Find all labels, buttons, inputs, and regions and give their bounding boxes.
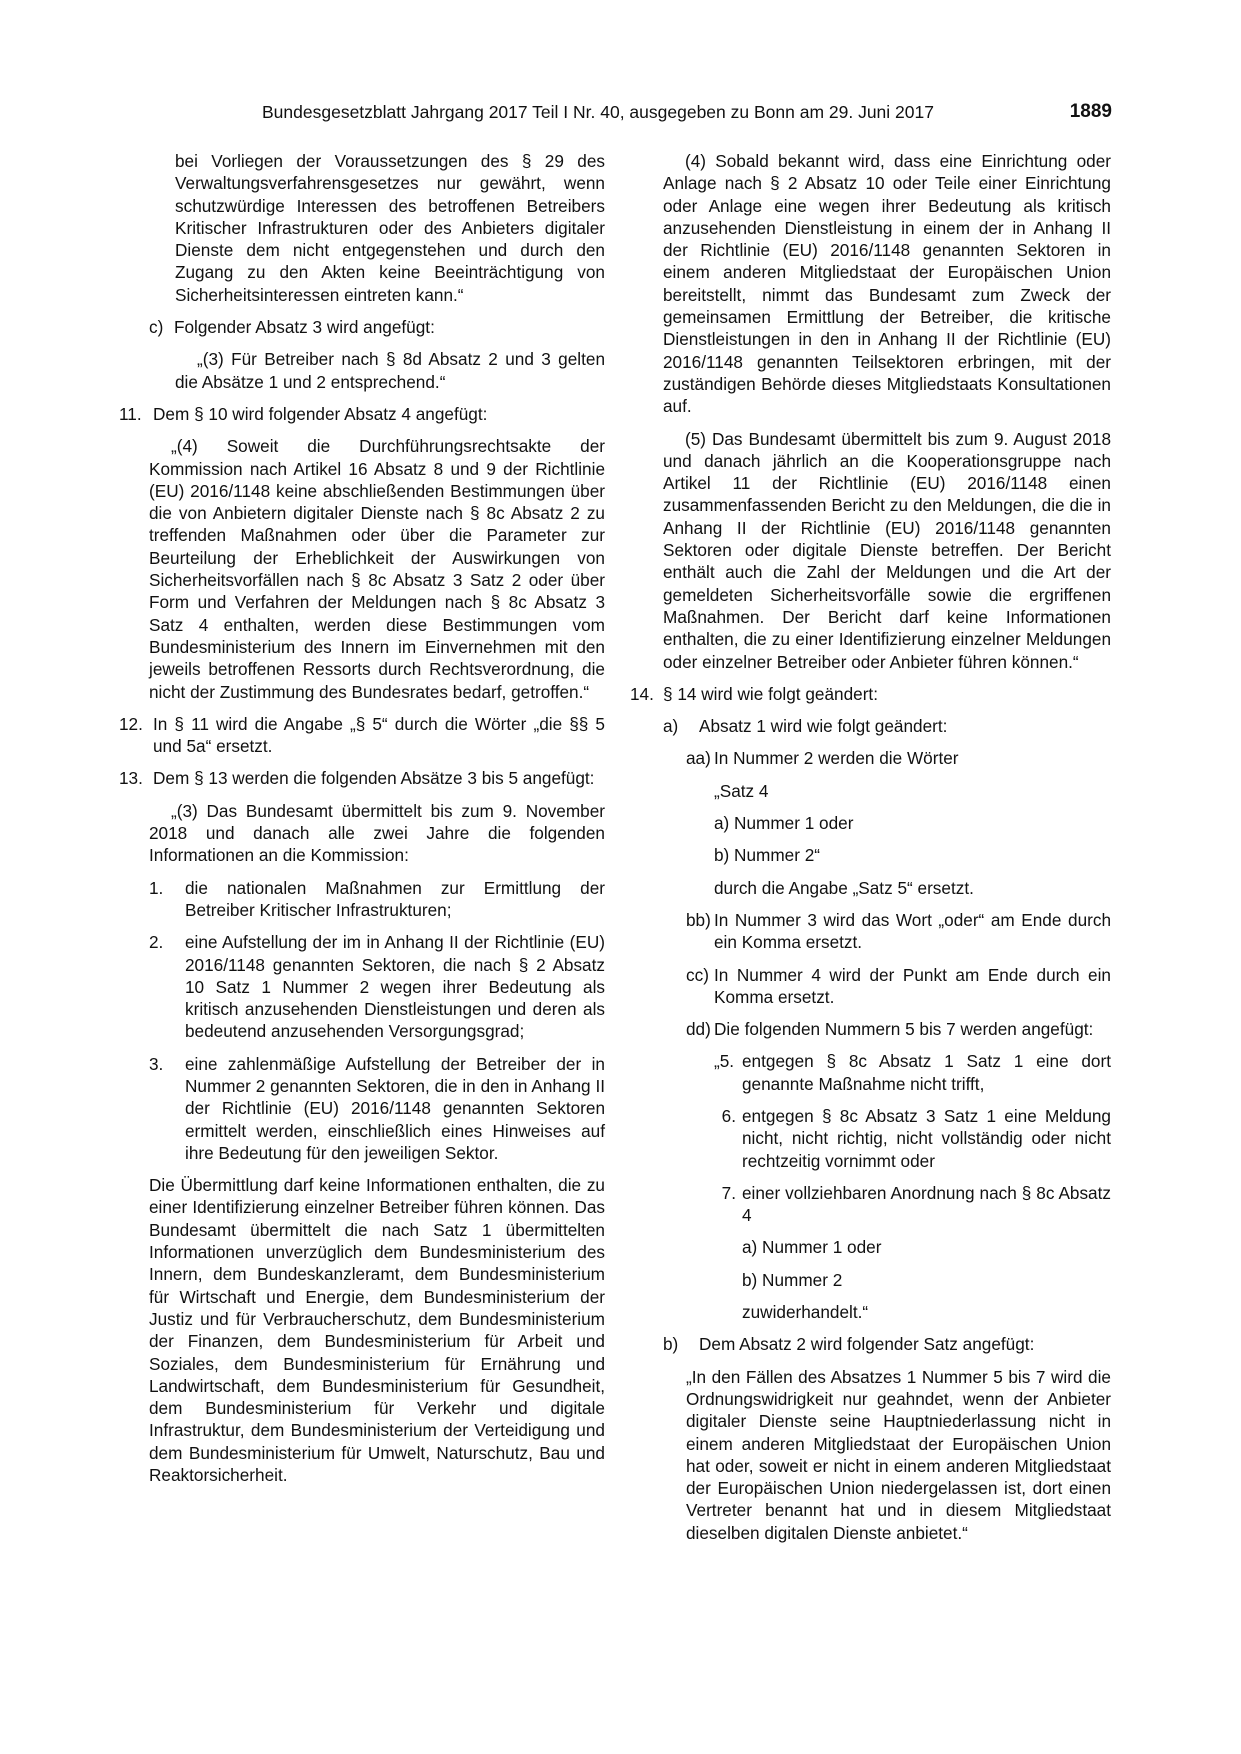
quoted-paragraph: „In den Fällen des Absatzes 1 Nummer 5 bis 7 wird die Ordnungswidrigkeit nur geahndet, wenn der Anbieter digitaler Dienste seine Hauptniederlassung nicht in einem anderen Mitgliedstaat der Europäischen Union hat oder, soweit er nicht in einem anderen Mitgliedstaat der Europäischen Union niedergelassen ist, dort einen Vertreter benannt hat und in diesem Mitgliedstaat dieselben digitalen Dienste anbietet.“	[686, 1366, 1111, 1543]
item-text: eine Aufstellung der im in Anhang II der Richtlinie (EU) 2016/1148 genannten Sektoren, die nach § 2 Absatz 10 Satz 1 Nummer 2 wegen ihrer Bedeutung als kritisch anzusehenden Dienstleistungen und deren als bedeutend anzusehenden Versorgungsgrad;	[185, 932, 605, 1042]
item-text: entgegen § 8c Absatz 1 Satz 1 eine dort genannte Maßnahme nicht trifft,	[742, 1051, 1111, 1094]
item-text: In Nummer 4 wird der Punkt am Ende durch ein Komma ersetzt.	[714, 964, 1111, 1007]
list-item-c	[149, 316, 605, 338]
quoted-line: a) Nummer 1 oder	[714, 813, 854, 834]
list-item-12	[119, 713, 605, 758]
item-text: Dem § 10 wird folgender Absatz 4 angefügt:	[153, 403, 488, 424]
list-item-13	[119, 767, 605, 789]
list-item-cc	[686, 964, 1111, 1009]
numbered-item-7	[714, 1182, 1111, 1227]
item-number: 11.	[119, 403, 142, 424]
quoted-line: a) Nummer 1 oder	[742, 1237, 882, 1258]
item-number: 14.	[630, 683, 654, 704]
closing-paragraph: Die Übermittlung darf keine Informationen enthalten, die zu einer Identifizierung einzelner Betreiber führen können. Das Bundesamt übermittelt die nach Satz 1 übermittelten Informationen unverzüglich dem Bundesministerium des Innern, dem Bundeskanzleramt, dem Bundesministerium für Wirtschaft und Energie, dem Bundesministerium der Justiz und für Verbraucherschutz, dem Bundesministerium der Finanzen, dem Bundesministerium für Arbeit und Soziales, dem Bundesministerium für Ernährung und Landwirtschaft, dem Bundesministerium für Gesundheit, dem Bundesministerium für Verkehr und digitale Infrastruktur, dem Bundesministerium der Verteidigung und dem Bundesministerium für Umwelt, Naturschutz, Bau und Reaktorsicherheit.	[149, 1175, 605, 1486]
item-number: 2.	[149, 932, 164, 953]
item-text: Absatz 1 wird wie folgt geändert:	[699, 716, 948, 737]
paragraph-5: (5) Das Bundesamt übermittelt bis zum 9. August 2018 und danach jährlich an die Kooperationsgruppe nach Artikel 11 der Richtlinie (EU) 2016/1148 einen zusammenfassenden Bericht zu den Meldungen, die die in Anhang II der Richtlinie (EU) 2016/1148 genannten Sektoren oder digitale Dienste betreffen. Der Bericht enthält auch die Zahl der Meldungen und die Art der gemeldeten Sicherheitsvorfälle sowie die ergriffenen Maßnahmen. Der Bericht darf keine Informationen enthalten, die zu einer Identifizierung einzelner Meldungen oder einzelner Betreiber oder Anbieter führen können.“	[663, 428, 1111, 672]
item-text: die nationalen Maßnahmen zur Ermittlung der Betreiber Kritischer Infrastrukturen;	[185, 877, 605, 920]
item-number: „5.	[714, 1051, 735, 1072]
item-text: § 14 wird wie folgt geändert:	[663, 683, 878, 704]
continued-paragraph: bei Vorliegen der Voraussetzungen des § 29 des Verwaltungsverfahrensgesetzes nur gewährt, wenn schutzwürdige Interessen des betroffenen Betreibers Kritischer Infrastrukturen oder des Anbieters digitaler Dienste dem nicht entgegenstehen und durch den Zugang zu den Akten keine Beeinträchtigung von Sicherheitsinteressen eintreten kann.“	[175, 151, 605, 305]
item-text: In Nummer 3 wird das Wort „oder“ am Ende durch ein Komma ersetzt.	[714, 909, 1111, 953]
gazette-header: Bundesgesetzblatt Jahrgang 2017 Teil I Nr. 40, ausgegeben zu Bonn am 29. Juni 2017	[262, 102, 934, 122]
list-item-11	[119, 403, 605, 425]
item-label: aa)	[686, 748, 711, 769]
item-text: Folgender Absatz 3 wird angefügt:	[174, 317, 435, 338]
item-text: In Nummer 2 werden die Wörter	[714, 748, 959, 769]
item-text: Die folgenden Nummern 5 bis 7 werden angefügt:	[714, 1019, 1094, 1040]
item-number: 1.	[149, 877, 164, 898]
quoted-line: „Satz 4	[714, 780, 769, 801]
page-number: 1889	[1069, 101, 1112, 122]
quoted-line: b) Nummer 2“	[714, 845, 821, 866]
item-number: 3.	[149, 1053, 164, 1074]
quoted-paragraph: „(3) Das Bundesamt übermittelt bis zum 9. November 2018 und danach alle zwei Jahre die folgenden Informationen an die Kommission:	[149, 800, 605, 866]
list-item-14	[630, 683, 1111, 705]
quoted-line: durch die Angabe „Satz 5“ ersetzt.	[714, 877, 974, 898]
sublist-item-1	[149, 877, 605, 922]
list-item-bb	[686, 909, 1111, 954]
item-text: Dem Absatz 2 wird folgender Satz angefügt:	[699, 1334, 1035, 1355]
quoted-paragraph: „(4) Soweit die Durchführungsrechtsakte der Kommission nach Artikel 16 Absatz 8 und 9 der Richtlinie (EU) 2016/1148 keine abschließenden Bestimmungen über die von Anbietern digitaler Dienste nach § 8c Absatz 2 zu treffenden Maßnahmen oder über die Parameter zur Beurteilung der Erheblichkeit der Auswirkungen von Sicherheitsvorfällen nach § 8c Absatz 3 Satz 2 oder über Form und Verfahren der Meldungen nach § 8c Absatz 3 Satz 4 enthalten, werden diese Bestimmungen vom Bundesministerium des Innern im Einvernehmen mit den jeweils betroffenen Ressorts durch Rechtsverordnung, die nicht der Zustimmung des Bundesrates bedarf, getroffen.“	[149, 436, 605, 702]
item-number: 6.	[721, 1105, 736, 1126]
numbered-item-6	[714, 1105, 1111, 1172]
sublist-item-2	[149, 931, 605, 1042]
item-number: 12.	[119, 713, 143, 734]
paragraph-4: (4) Sobald bekannt wird, dass eine Einrichtung oder Anlage nach § 2 Absatz 10 oder Teile einer Einrichtung oder Anlage eine wegen ihrer Bedeutung als kritisch anzusehenden Dienstleistung in einem der in Anhang II der Richtlinie (EU) 2016/1148 genannten Sektoren in einem anderen Mitgliedstaat der Europäischen Union bereitstellt, nimmt das Bundesamt zum Zweck der gemeinsamen Ermittlung der Betreiber, die kritische Dienstleistungen in den in Anhang II der Richtlinie (EU) 2016/1148 genannten Teilsektoren erbringen, mit der zuständigen Behörde dieses Mitgliedstaats Konsultationen auf.	[663, 151, 1111, 417]
item-text: Dem § 13 werden die folgenden Absätze 3 bis 5 angefügt:	[153, 768, 595, 789]
left-column	[119, 150, 605, 1496]
item-text: In § 11 wird die Angabe „§ 5“ durch die Wörter „die §§ 5 und 5a“ ersetzt.	[153, 713, 605, 757]
item-number: 7.	[721, 1182, 736, 1203]
item-label: a)	[663, 716, 679, 737]
item-label: b)	[663, 1334, 679, 1355]
item-label: bb)	[686, 909, 711, 930]
numbered-item-5	[714, 1050, 1111, 1095]
list-item-b	[663, 1333, 1111, 1355]
item-number: 13.	[119, 768, 143, 789]
item-label: cc)	[686, 964, 709, 985]
right-column	[630, 150, 1111, 1554]
sublist-item-3	[149, 1053, 605, 1164]
item-text: eine zahlenmäßige Aufstellung der Betreiber der in Nummer 2 genannten Sektoren, die in den in Anhang II der Richtlinie (EU) 2016/1148 genannten Sektoren ermittelt werden, einschließlich eines Hinweises auf ihre Bedeutung für den jeweiligen Sektor.	[185, 1053, 605, 1163]
quoted-line: zuwiderhandelt.“	[742, 1302, 869, 1323]
item-label: c)	[149, 317, 164, 338]
item-label: dd)	[686, 1019, 711, 1040]
list-item-a	[663, 715, 1111, 737]
list-item-aa	[686, 747, 1111, 769]
item-text: entgegen § 8c Absatz 3 Satz 1 eine Meldung nicht, nicht richtig, nicht vollständig oder nicht rechtzeitig vornimmt oder	[742, 1105, 1111, 1171]
page-header	[262, 102, 1112, 128]
quoted-paragraph: „(3) Für Betreiber nach § 8d Absatz 2 und 3 gelten die Absätze 1 und 2 entsprechend.“	[175, 349, 605, 392]
item-text: einer vollziehbaren Anordnung nach § 8c Absatz 4	[742, 1182, 1111, 1226]
quoted-line: b) Nummer 2	[742, 1269, 843, 1290]
list-item-dd	[686, 1018, 1111, 1040]
